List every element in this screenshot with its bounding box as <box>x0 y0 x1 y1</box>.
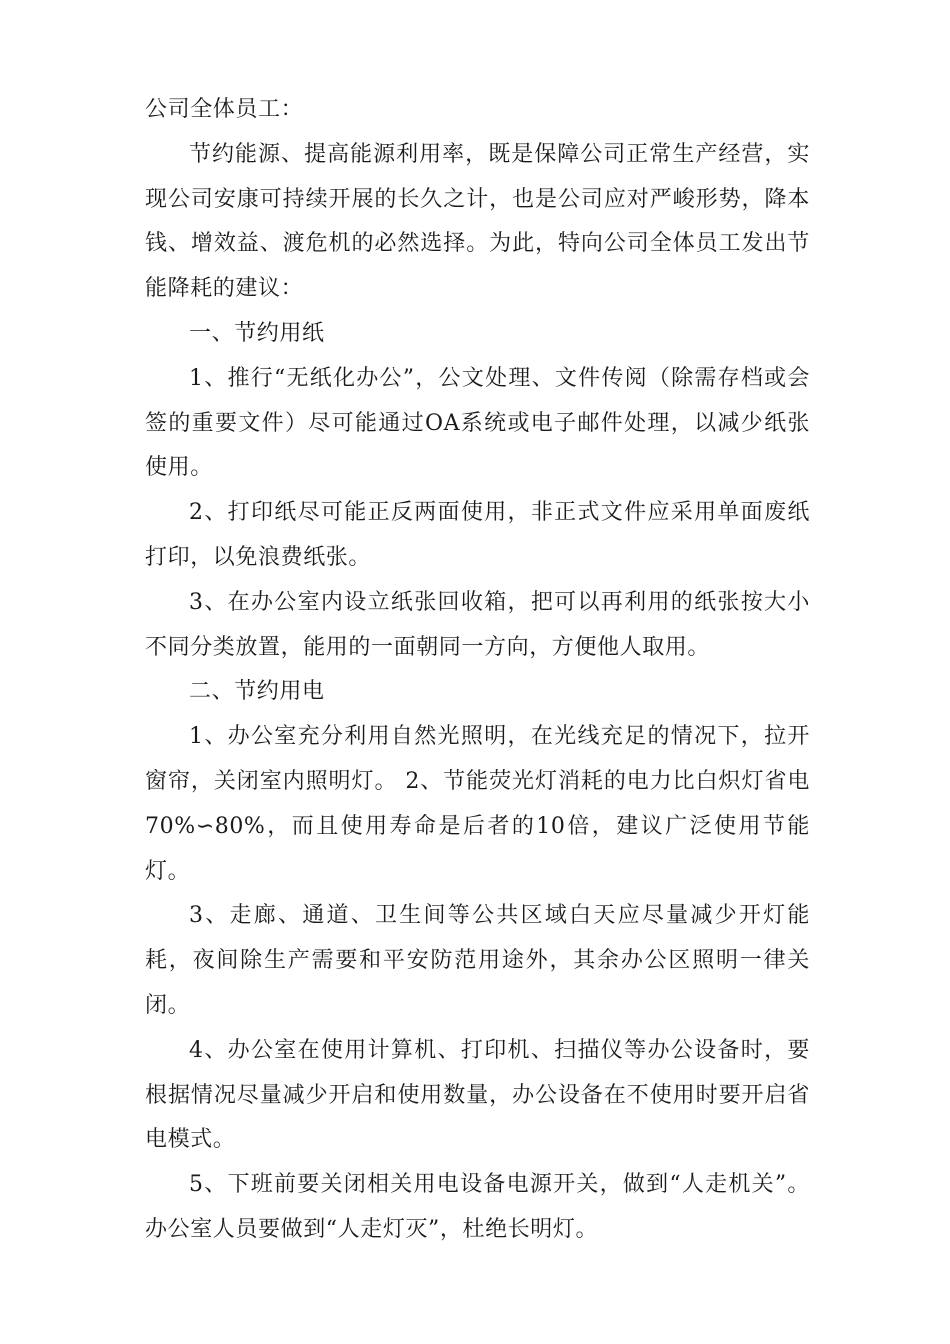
salutation: 公司全体员工： <box>145 97 304 122</box>
paper-item-2: 2、打印纸尽可能正反两面使用，非正式文件应采用单面废纸打印，以免浪费纸张。 <box>145 500 810 570</box>
section-heading-electricity: 二、节约用电 <box>189 679 325 705</box>
section-heading-paper: 一、节约用纸 <box>189 320 325 346</box>
electricity-item-3: 3、走廊、通道、卫生间等公共区域白天应尽量减少开灯能耗，夜间除生产需要和平安防范用途外，其余办公区照明一律关闭。 <box>145 903 810 1018</box>
electricity-item-5: 5、下班前要关闭相关用电设备电源开关，做到“人走机关”。办公室人员要做到“人走灯灭”，杜绝长明灯。 <box>145 1172 810 1242</box>
intro-paragraph: 节约能源、提高能源利用率，既是保障公司正常生产经营，实现公司安康可持续开展的长久之计，也是公司应对严峻形势，降本钱、增效益、渡危机的必然选择。为此，特向公司全体员工发出节能降耗的建议： <box>145 141 810 302</box>
electricity-item-4: 4、办公室在使用计算机、打印机、扫描仪等办公设备时，要根据情况尽量减少开启和使用数量，办公设备在不使用时要开启省电模式。 <box>145 1037 810 1153</box>
paper-item-1: 1、推行“无纸化办公”，公文处理、文件传阅（除需存档或会签的重要文件）尽可能通过OA系统或电子邮件处理，以减少纸张使用。 <box>145 365 810 481</box>
electricity-item-1-2: 1、办公室充分利用自然光照明，在光线充足的情况下，拉开窗帘，关闭室内照明灯。 2、节能荧光灯消耗的电力比白炽灯省电70%∽80%，而且使用寿命是后者的10倍，建议广泛使用节能灯。 <box>145 724 810 884</box>
document-body <box>145 88 810 1253</box>
paper-item-3: 3、在办公室内设立纸张回收箱，把可以再利用的纸张按大小不同分类放置，能用的一面朝同一方向，方便他人取用。 <box>145 589 810 660</box>
